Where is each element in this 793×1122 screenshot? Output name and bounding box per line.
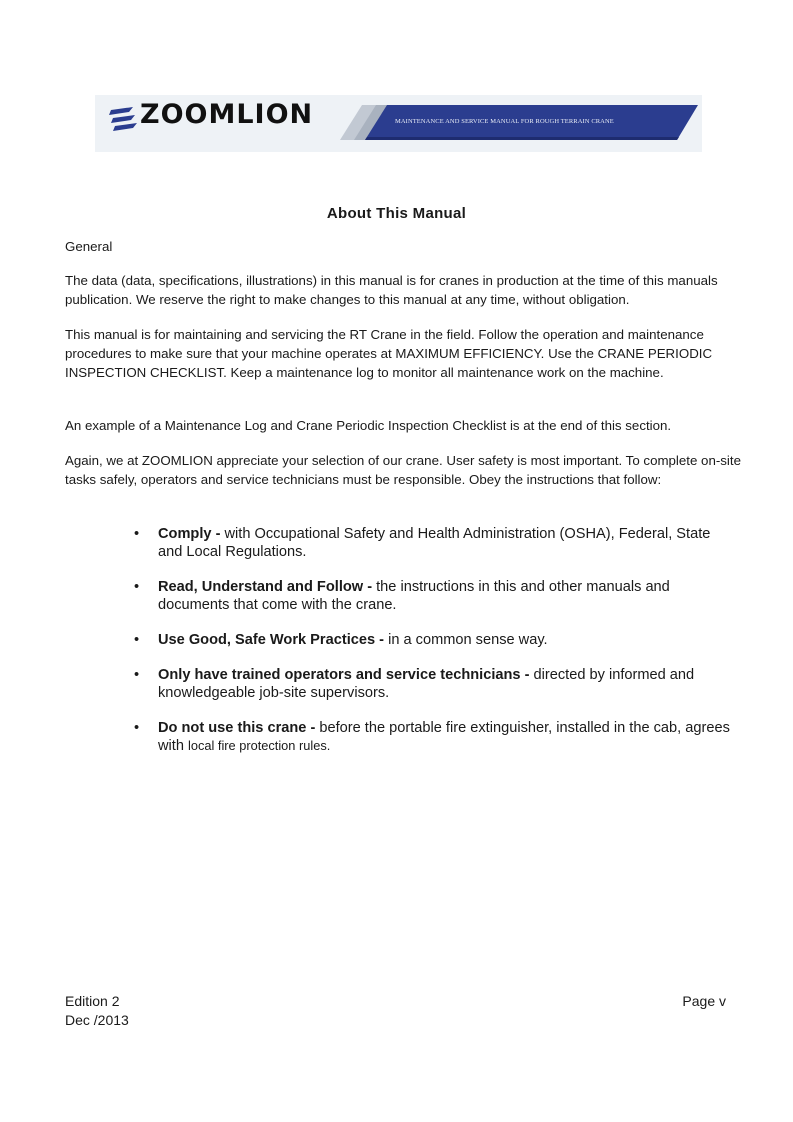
section-heading: General bbox=[65, 239, 113, 254]
bullet-lead: Comply - bbox=[158, 526, 221, 542]
list-item bbox=[130, 631, 730, 649]
banner-text: MAINTENANCE AND SERVICE MANUAL FOR ROUGH TERRAIN CRANE bbox=[395, 118, 614, 125]
instruction-list bbox=[130, 525, 730, 772]
bullet-lead: Read, Understand and Follow - bbox=[158, 579, 373, 595]
page-title: About This Manual bbox=[326, 205, 467, 222]
paragraph-3: An example of a Maintenance Log and Crane Periodic Inspection Checklist is at the end of this section. bbox=[65, 418, 672, 433]
list-item bbox=[130, 578, 730, 614]
list-item bbox=[130, 666, 730, 702]
paragraph-2: This manual is for maintaining and servicing the RT Crane in the field. Follow the operation and maintenance procedures to make sure that your machine operates at MAXIMUM EFFICIENCY. Use the CRANE PERIODIC INSPECTION CHECKLIST. Keep a maintenance log to monitor all maintenance work on the machine. bbox=[65, 327, 713, 380]
list-item bbox=[130, 719, 730, 755]
footer-edition: Edition 2 bbox=[65, 993, 120, 1009]
blue-banner-shade bbox=[365, 137, 679, 140]
footer-date: Dec /2013 bbox=[65, 1012, 129, 1028]
bullet-text: before the portable fire extinguisher, installed in the cab, agrees with bbox=[158, 720, 730, 754]
bullet-lead: Use Good, Safe Work Practices - bbox=[158, 632, 385, 648]
bullet-text: with Occupational Safety and Health Administration (OSHA), Federal, State and Local Regulations. bbox=[158, 526, 711, 560]
zoomlion-logo-icon bbox=[105, 103, 145, 133]
bullet-icon: • bbox=[134, 579, 140, 595]
bullet-lead: Only have trained operators and service technicians - bbox=[158, 667, 530, 683]
paragraph-4: Again, we at ZOOMLION appreciate your selection of our crane. User safety is most important. To complete on-site tasks safely, operators and service technicians must be responsible. Obey the instructions that follow: bbox=[65, 453, 741, 487]
bullet-icon: • bbox=[134, 632, 140, 648]
bullet-text: directed by informed and knowledgeable job-site supervisors. bbox=[158, 667, 695, 701]
brand-name: ZOOMLION bbox=[140, 99, 314, 130]
bullet-text: the instructions in this and other manuals and documents that come with the crane. bbox=[158, 579, 670, 613]
footer-page-number: Page v bbox=[682, 993, 726, 1009]
bullet-icon: • bbox=[134, 526, 140, 542]
list-item bbox=[130, 525, 730, 561]
bullet-icon: • bbox=[134, 667, 140, 683]
bullet-text-small: local fire protection rules. bbox=[188, 738, 331, 753]
paragraph-1: The data (data, specifications, illustrations) in this manual is for cranes in production at the time of this manuals publication. We reserve the right to make changes to this manual at any time, without obligation. bbox=[65, 273, 718, 307]
bullet-text: in a common sense way. bbox=[384, 632, 548, 648]
bullet-lead: Do not use this crane - bbox=[158, 720, 316, 736]
header-banner bbox=[95, 95, 702, 152]
bullet-icon: • bbox=[134, 720, 140, 736]
